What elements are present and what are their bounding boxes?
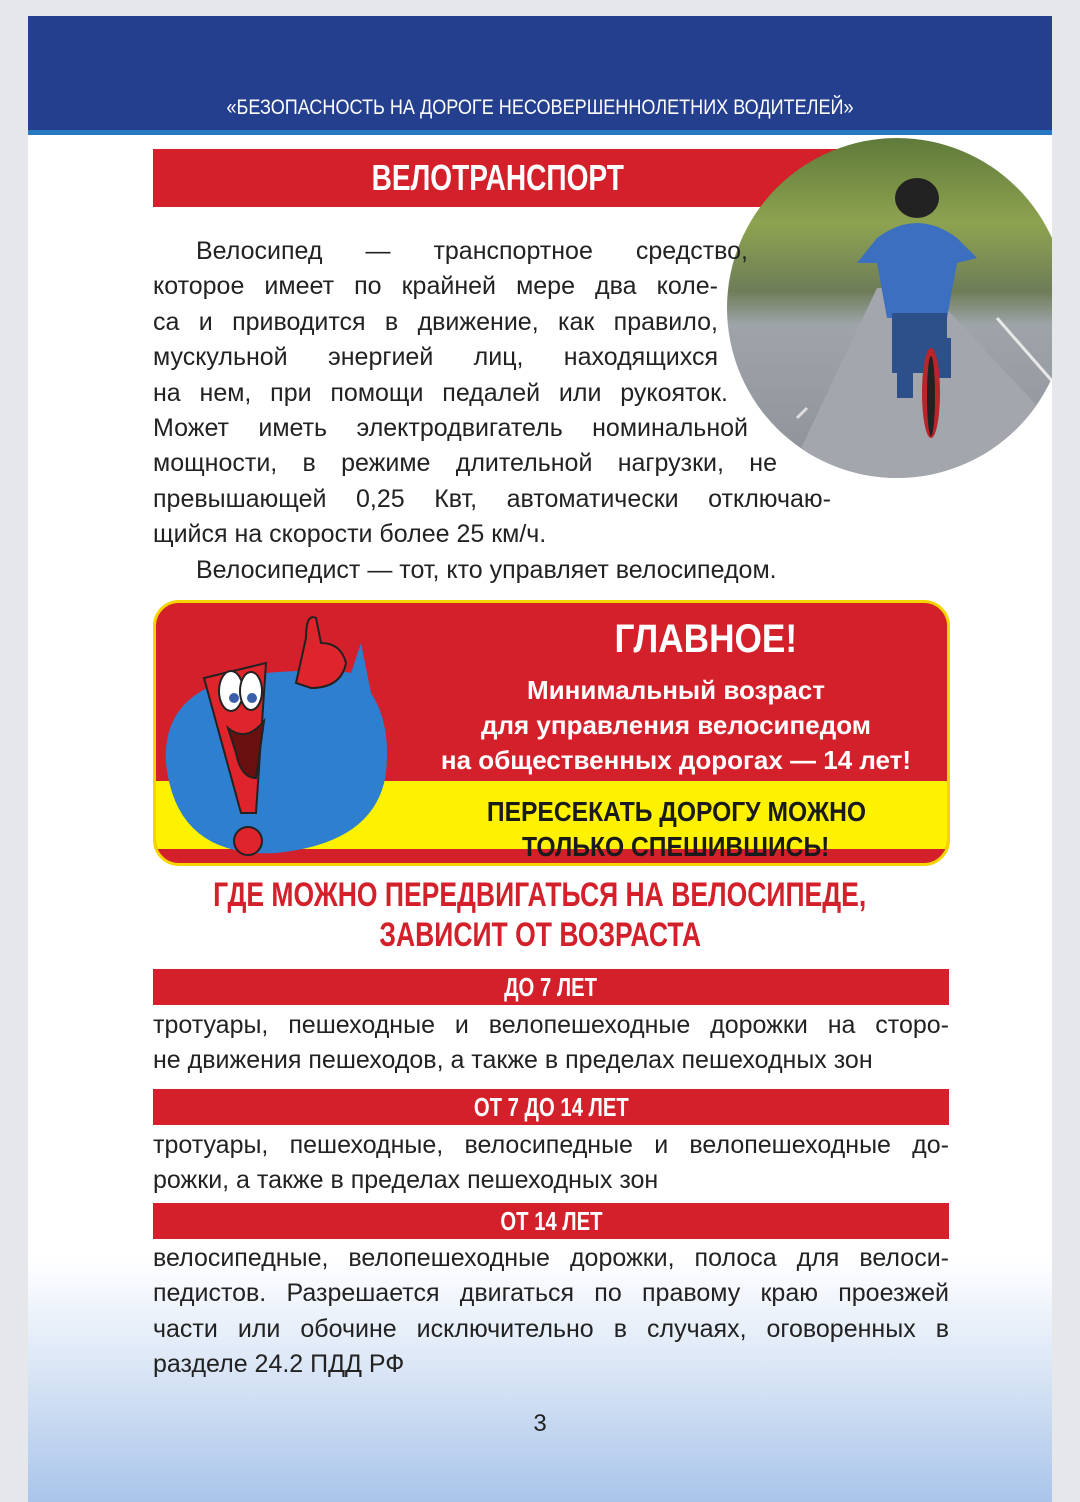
text-line: Велосипед — транспортное средство, <box>196 237 748 265</box>
age-group-text <box>153 1241 949 1383</box>
series-title: «БЕЗОПАСНОСТЬ НА ДОРОГЕ НЕСОВЕРШЕННОЛЕТНИХ ВОДИТЕЛЕЙ» <box>226 96 854 119</box>
age-group-label: ОТ 14 ЛЕТ <box>499 1206 603 1236</box>
exclamation-mascot-icon <box>156 603 416 866</box>
text-line: са и приводится в движение, как правило, <box>153 307 718 336</box>
text-line: щийся на скорости более 25 км/ч. <box>153 520 547 549</box>
text-line: части или обочине исключительно в случаях, оговоренных в <box>153 1314 949 1343</box>
age-group-bar <box>153 969 949 1005</box>
callout-line: на общественных дорогах — 14 лет! <box>440 745 912 775</box>
page-number: 3 <box>533 1410 547 1437</box>
main-rule-callout <box>153 600 950 866</box>
text-line: мускульной энергией лиц, находящихся <box>153 343 718 372</box>
age-heading-line: ГДЕ МОЖНО ПЕРЕДВИГАТЬСЯ НА ВЕЛОСИПЕДЕ, <box>213 876 867 914</box>
text-line: не движения пешеходов, а также в пределах пешеходных зон <box>153 1046 873 1075</box>
header-stripe <box>28 130 1052 135</box>
text-line: превышающей 0,25 Квт, автоматически отключаю- <box>153 484 831 513</box>
text-line: на нем, при помощи педалей или рукояток. <box>153 378 728 407</box>
warning-line <box>416 831 936 863</box>
warning-text: ТОЛЬКО СПЕШИВШИСЬ! <box>522 831 830 862</box>
header-band <box>28 16 1052 130</box>
text-line: мощности, в режиме длительной нагрузки, не <box>153 449 777 478</box>
age-group-bar <box>153 1203 949 1239</box>
age-heading-line: ЗАВИСИТ ОТ ВОЗРАСТА <box>379 916 701 954</box>
text-line: которое имеет по крайней мере два коле- <box>153 272 718 301</box>
text-line: Велосипедист — тот, кто управляет велосипедом. <box>196 555 777 584</box>
text-line: рожки, а также в пределах пешеходных зон <box>153 1166 659 1195</box>
age-heading <box>28 876 1052 915</box>
callout-line: Минимальный возраст <box>527 675 825 705</box>
section-title: ВЕЛОТРАНСПОРТ <box>371 157 625 198</box>
age-group-text <box>153 1128 949 1199</box>
callout-title-text: ГЛАВНОЕ! <box>614 617 798 661</box>
age-group-label: ДО 7 ЛЕТ <box>504 972 598 1002</box>
callout-line: для управления велосипедом <box>481 710 871 740</box>
text-line: велосипедные, велопешеходные дорожки, полоса для велоси- <box>153 1244 949 1272</box>
text-line: разделе 24.2 ПДД РФ <box>153 1350 405 1379</box>
warning-line <box>416 796 936 828</box>
text-line: тротуары, пешеходные, велосипедные и велопешеходные до- <box>153 1131 949 1159</box>
text-line: тротуары, пешеходные и велопешеходные дорожки на сторо- <box>153 1011 949 1039</box>
age-group-bar <box>153 1089 949 1125</box>
brochure-page <box>28 16 1052 1502</box>
age-group-label: ОТ 7 ДО 14 ЛЕТ <box>473 1092 629 1122</box>
warning-text: ПЕРЕСЕКАТЬ ДОРОГУ МОЖНО <box>486 796 866 827</box>
callout-title <box>486 617 926 662</box>
text-line: педистов. Разрешается двигаться по правому краю проезжей <box>153 1279 949 1308</box>
definition-text <box>153 234 833 588</box>
text-line: Может иметь электродвигатель номинальной <box>153 413 748 442</box>
section-title-bar <box>153 149 843 207</box>
age-heading <box>28 916 1052 955</box>
age-group-text <box>153 1008 949 1079</box>
